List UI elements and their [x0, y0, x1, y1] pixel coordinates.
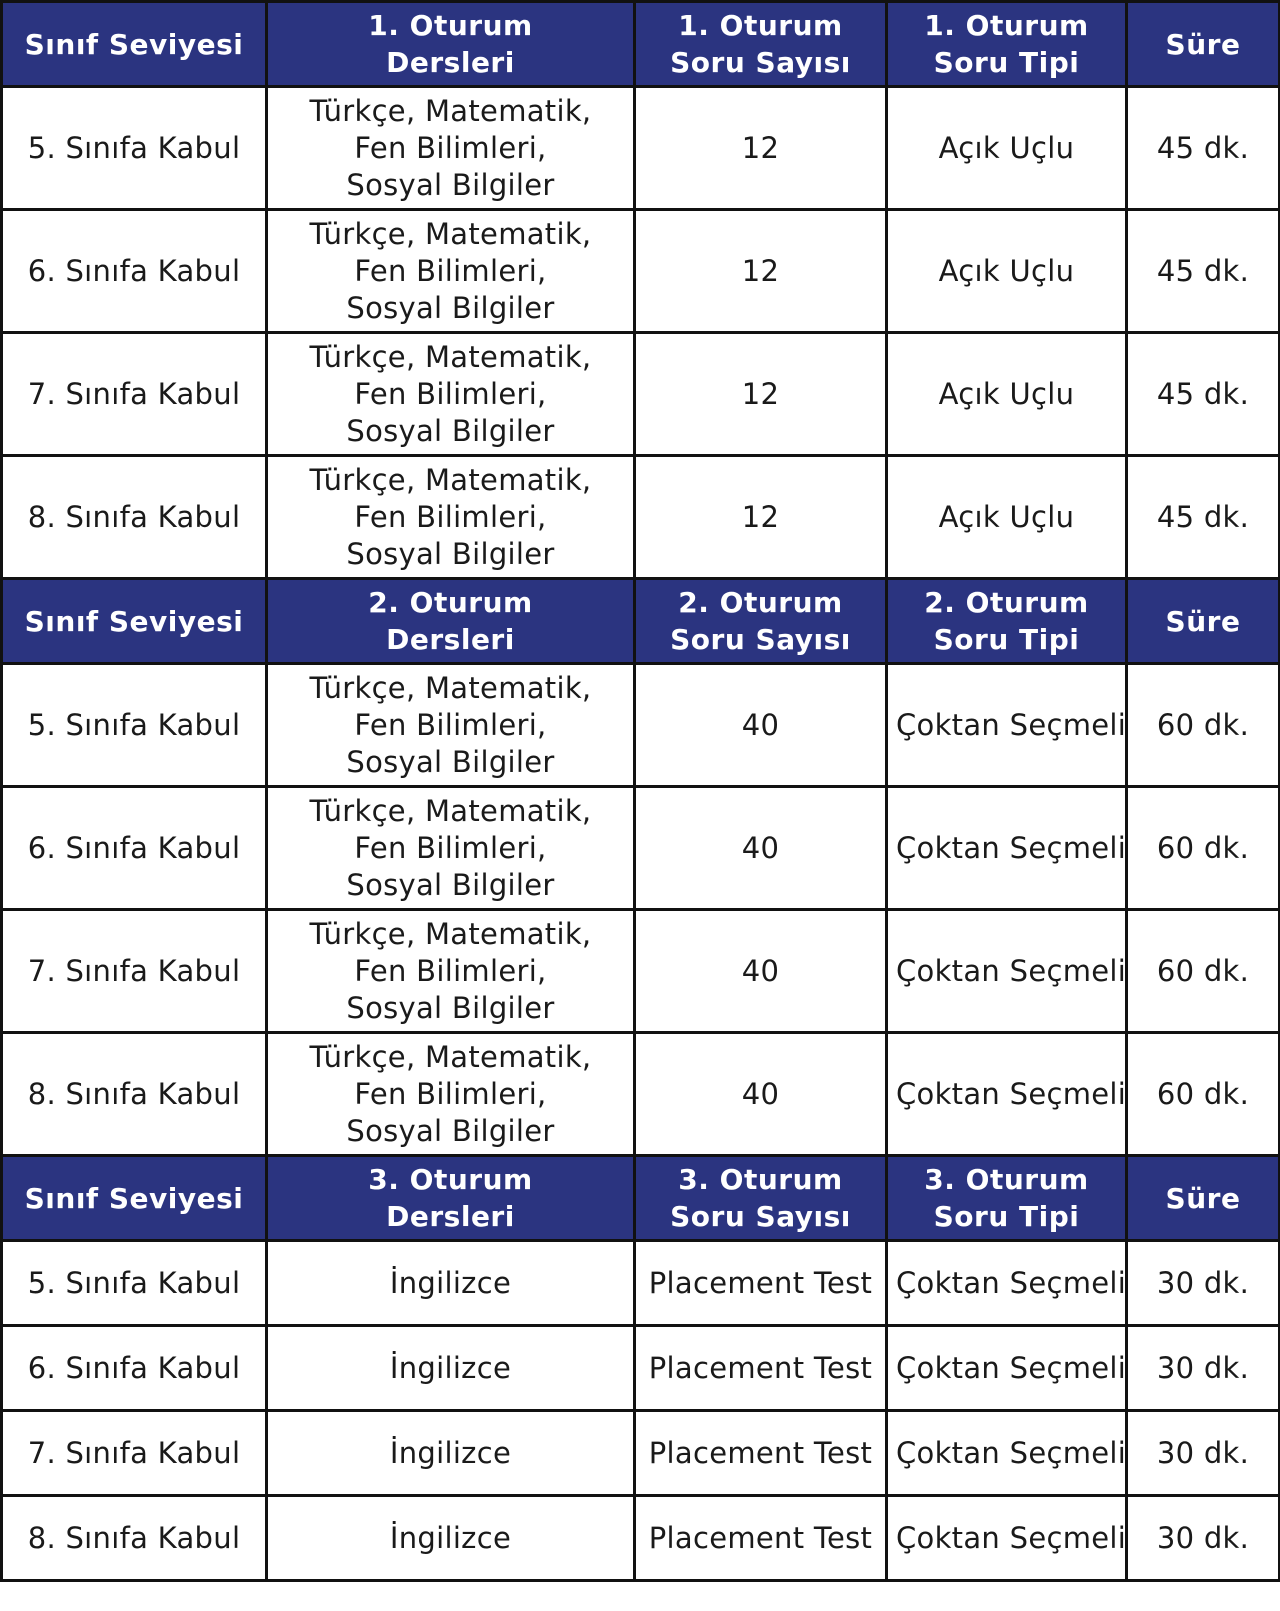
duration-cell: 45 dk.	[1127, 210, 1280, 333]
question-count-cell: Placement Test	[635, 1326, 887, 1411]
header-question-type: 2. Oturum Soru Tipi	[887, 579, 1127, 664]
header-question-type: 3. Oturum Soru Tipi	[887, 1156, 1127, 1241]
header-subjects: 3. Oturum Dersleri	[267, 1156, 635, 1241]
question-count-cell: 12	[635, 87, 887, 210]
question-count-cell: Placement Test	[635, 1241, 887, 1326]
subjects-cell: Türkçe, Matematik, Fen Bilimleri, Sosyal Bilgiler	[267, 87, 635, 210]
question-count-cell: 12	[635, 333, 887, 456]
header-question-count: 2. Oturum Soru Sayısı	[635, 579, 887, 664]
subjects-cell: Türkçe, Matematik, Fen Bilimleri, Sosyal Bilgiler	[267, 456, 635, 579]
subjects-cell: Türkçe, Matematik, Fen Bilimleri, Sosyal Bilgiler	[267, 333, 635, 456]
header-question-count: 3. Oturum Soru Sayısı	[635, 1156, 887, 1241]
header-question-count: 1. Oturum Soru Sayısı	[635, 2, 887, 87]
question-count-cell: 12	[635, 456, 887, 579]
question-count-cell: Placement Test	[635, 1411, 887, 1496]
question-type-cell: Açık Uçlu	[887, 456, 1127, 579]
duration-cell: 60 dk.	[1127, 664, 1280, 787]
duration-cell: 60 dk.	[1127, 787, 1280, 910]
question-count-cell: Placement Test	[635, 1496, 887, 1581]
subjects-cell: İngilizce	[267, 1326, 635, 1411]
subjects-cell: İngilizce	[267, 1411, 635, 1496]
header-duration: Süre	[1127, 1156, 1280, 1241]
question-count-cell: 40	[635, 664, 887, 787]
session-3-header-row	[2, 1156, 1280, 1241]
duration-cell: 30 dk.	[1127, 1241, 1280, 1326]
subjects-cell: Türkçe, Matematik, Fen Bilimleri, Sosyal Bilgiler	[267, 910, 635, 1033]
question-type-cell: Çoktan Seçmeli	[887, 787, 1127, 910]
subjects-cell: Türkçe, Matematik, Fen Bilimleri, Sosyal Bilgiler	[267, 664, 635, 787]
table-row	[2, 664, 1280, 787]
level-cell: 8. Sınıfa Kabul	[2, 1496, 267, 1581]
table-row	[2, 787, 1280, 910]
table-row	[2, 1326, 1280, 1411]
question-count-cell: 40	[635, 1033, 887, 1156]
table-row	[2, 87, 1280, 210]
duration-cell: 45 dk.	[1127, 456, 1280, 579]
table-row	[2, 910, 1280, 1033]
question-type-cell: Çoktan Seçmeli	[887, 1033, 1127, 1156]
table-row	[2, 456, 1280, 579]
level-cell: 6. Sınıfa Kabul	[2, 1326, 267, 1411]
level-cell: 7. Sınıfa Kabul	[2, 910, 267, 1033]
level-cell: 7. Sınıfa Kabul	[2, 1411, 267, 1496]
level-cell: 8. Sınıfa Kabul	[2, 1033, 267, 1156]
table-row	[2, 1411, 1280, 1496]
question-count-cell: 40	[635, 910, 887, 1033]
level-cell: 7. Sınıfa Kabul	[2, 333, 267, 456]
question-type-cell: Çoktan Seçmeli	[887, 1496, 1127, 1581]
session-1-header-row	[2, 2, 1280, 87]
header-subjects: 2. Oturum Dersleri	[267, 579, 635, 664]
question-type-cell: Açık Uçlu	[887, 210, 1127, 333]
duration-cell: 45 dk.	[1127, 87, 1280, 210]
table-row	[2, 1496, 1280, 1581]
subjects-cell: Türkçe, Matematik, Fen Bilimleri, Sosyal Bilgiler	[267, 210, 635, 333]
duration-cell: 30 dk.	[1127, 1496, 1280, 1581]
table-row	[2, 210, 1280, 333]
question-type-cell: Çoktan Seçmeli	[887, 1411, 1127, 1496]
subjects-cell: İngilizce	[267, 1241, 635, 1326]
level-cell: 5. Sınıfa Kabul	[2, 87, 267, 210]
level-cell: 5. Sınıfa Kabul	[2, 664, 267, 787]
level-cell: 6. Sınıfa Kabul	[2, 787, 267, 910]
question-type-cell: Çoktan Seçmeli	[887, 910, 1127, 1033]
question-count-cell: 12	[635, 210, 887, 333]
level-cell: 6. Sınıfa Kabul	[2, 210, 267, 333]
header-level: Sınıf Seviyesi	[2, 2, 267, 87]
question-type-cell: Çoktan Seçmeli	[887, 1241, 1127, 1326]
level-cell: 8. Sınıfa Kabul	[2, 456, 267, 579]
duration-cell: 60 dk.	[1127, 910, 1280, 1033]
question-type-cell: Açık Uçlu	[887, 333, 1127, 456]
header-level: Sınıf Seviyesi	[2, 579, 267, 664]
header-question-type: 1. Oturum Soru Tipi	[887, 2, 1127, 87]
duration-cell: 30 dk.	[1127, 1411, 1280, 1496]
duration-cell: 60 dk.	[1127, 1033, 1280, 1156]
question-type-cell: Çoktan Seçmeli	[887, 1326, 1127, 1411]
subjects-cell: Türkçe, Matematik, Fen Bilimleri, Sosyal Bilgiler	[267, 787, 635, 910]
question-type-cell: Açık Uçlu	[887, 87, 1127, 210]
table-row	[2, 333, 1280, 456]
table-row	[2, 1241, 1280, 1326]
session-2-header-row	[2, 579, 1280, 664]
question-count-cell: 40	[635, 787, 887, 910]
duration-cell: 30 dk.	[1127, 1326, 1280, 1411]
header-subjects: 1. Oturum Dersleri	[267, 2, 635, 87]
duration-cell: 45 dk.	[1127, 333, 1280, 456]
table-row	[2, 1033, 1280, 1156]
header-duration: Süre	[1127, 2, 1280, 87]
level-cell: 5. Sınıfa Kabul	[2, 1241, 267, 1326]
header-duration: Süre	[1127, 579, 1280, 664]
question-type-cell: Çoktan Seçmeli	[887, 664, 1127, 787]
subjects-cell: İngilizce	[267, 1496, 635, 1581]
subjects-cell: Türkçe, Matematik, Fen Bilimleri, Sosyal Bilgiler	[267, 1033, 635, 1156]
header-level: Sınıf Seviyesi	[2, 1156, 267, 1241]
